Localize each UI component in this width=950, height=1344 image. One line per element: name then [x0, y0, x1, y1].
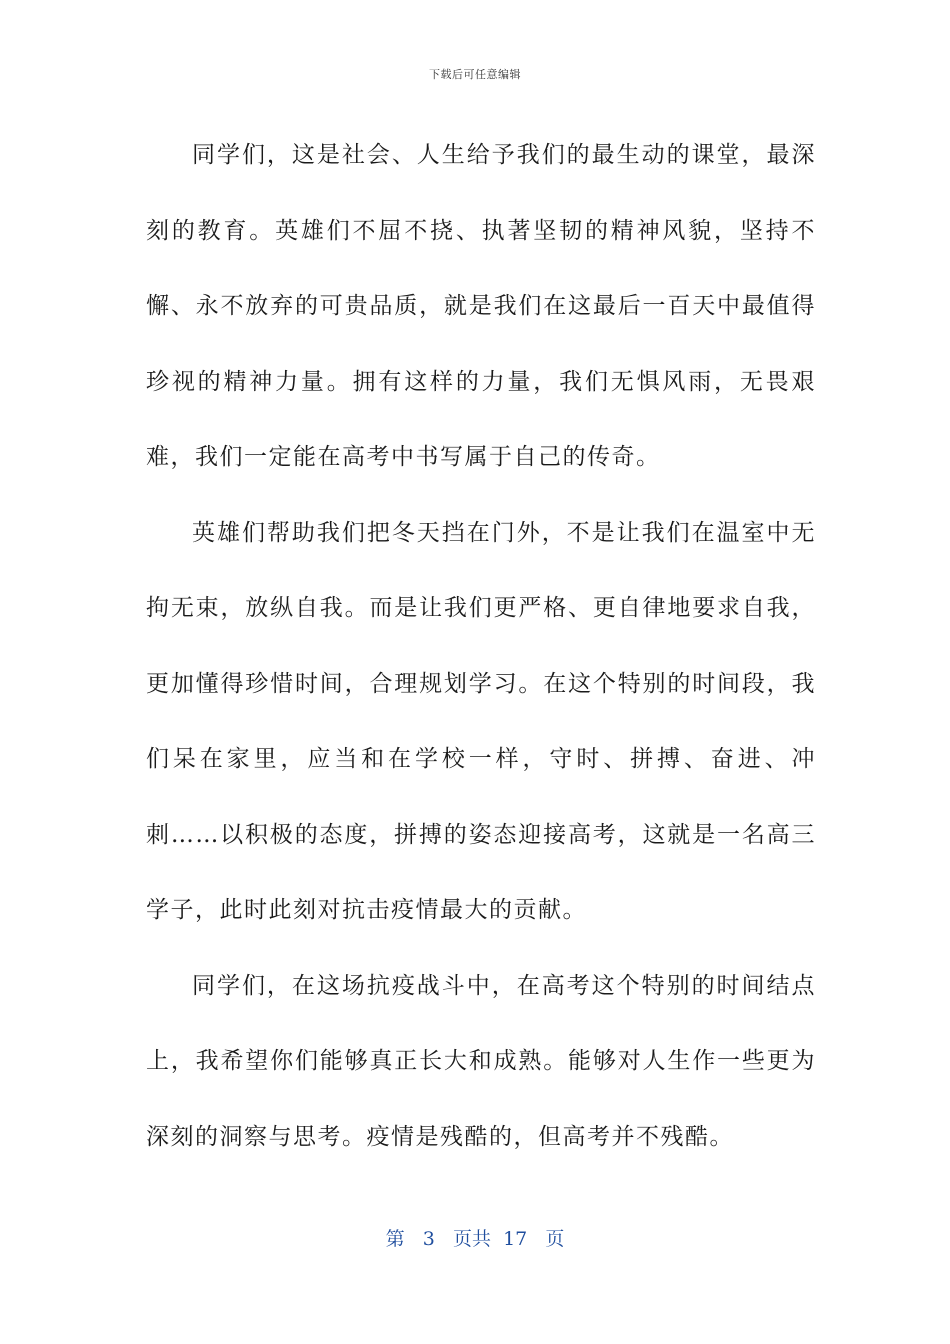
footer-middle: 页共: [452, 1228, 491, 1250]
document-body: [146, 118, 816, 1175]
footer-prefix: 第: [385, 1228, 405, 1250]
current-page-number: 3: [422, 1228, 435, 1250]
page-footer: [0, 1224, 950, 1251]
paragraph-2: 英雄们帮助我们把冬天挡在门外，不是让我们在温室中无拘无束，放纵自我。而是让我们更严格、更自律地要求自我，更加懂得珍惜时间，合理规划学习。在这个特别的时间段，我们呆在家里，应当和在学校一样，守时、拼搏、奋进、冲刺……以积极的态度，拼搏的姿态迎接高考，这就是一名高三学子，此时此刻对抗击疫情最大的贡献。: [146, 519, 816, 923]
paragraph-1: 同学们，这是社会、人生给予我们的最生动的课堂，最深刻的教育。英雄们不屈不挠、执著坚韧的精神风貌，坚持不懈、永不放弃的可贵品质，就是我们在这最后一百天中最值得珍视的精神力量。拥有这样的力量，我们无惧风雨，无畏艰难，我们一定能在高考中书写属于自己的传奇。: [146, 142, 816, 470]
total-pages-number: 17: [503, 1228, 528, 1250]
paragraph-3: 同学们，在这场抗疫战斗中，在高考这个特别的时间结点上，我希望你们能够真正长大和成熟。能够对人生作一些更为深刻的洞察与思考。疫情是残酷的，但高考并不残酷。: [146, 972, 816, 1150]
footer-suffix: 页: [545, 1228, 565, 1250]
page-header-note: 下载后可任意编辑: [429, 68, 521, 81]
